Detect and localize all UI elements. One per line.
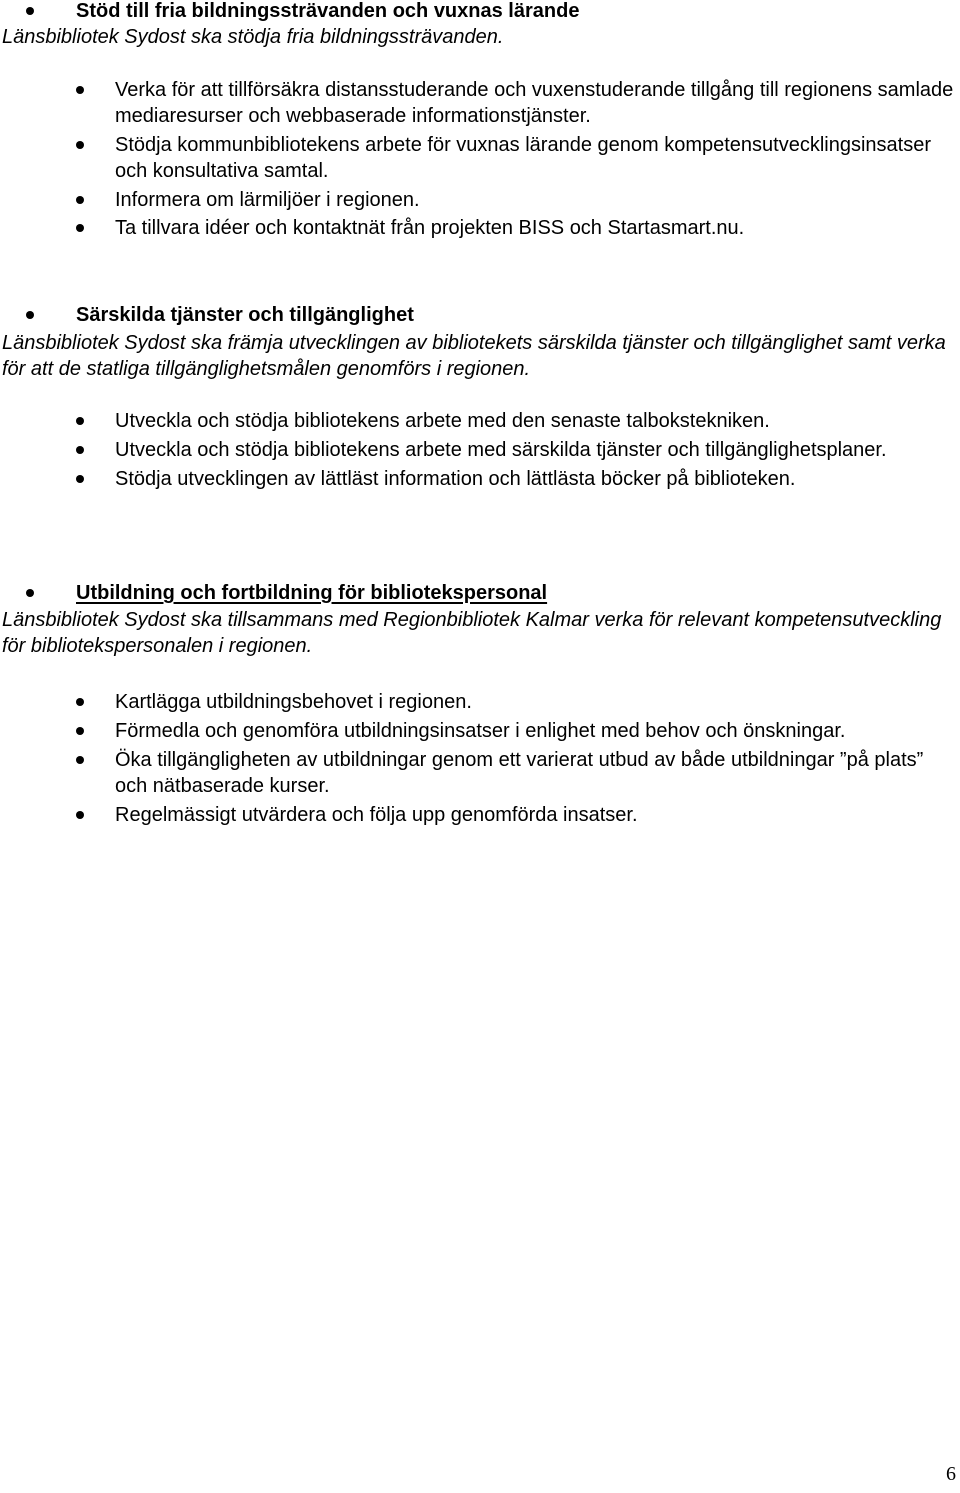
section-heading: [0, 302, 960, 328]
list-item-text: Förmedla och genomföra utbildningsinsatser i enlighet med behov och önskningar.: [115, 720, 846, 742]
list-item-text: Regelmässigt utvärdera och följa upp genomförda insatser.: [115, 804, 638, 826]
section-description: Länsbibliotek Sydost ska främja utvecklingen av bibliotekets särskilda tjänster och tillgänglighet samt verka för att de statliga tillgänglighetsmålen genomförs i regionen.: [2, 332, 946, 380]
bullet-list: [0, 689, 960, 828]
bullet-icon: [26, 589, 34, 597]
list-item: [0, 689, 955, 715]
bullet-icon: [76, 417, 84, 425]
bullet-icon: [76, 446, 84, 454]
page-number: 6: [946, 1463, 956, 1485]
list-item-text: Verka för att tillförsäkra distansstuderande och vuxenstuderande tillgång till regionens samlade mediaresurser och webbaserade informationstjänster.: [115, 79, 954, 127]
list-item-text: Ta tillvara idéer och kontaktnät från projekten BISS och Startasmart.nu.: [115, 217, 745, 239]
bullet-icon: [76, 86, 84, 94]
section-heading-text: Stöd till fria bildningssträvanden och vuxnas lärande: [76, 0, 580, 22]
list-item: [0, 215, 955, 241]
list-item: [0, 802, 955, 828]
section-description: Länsbibliotek Sydost ska tillsammans med Regionbibliotek Kalmar verka för relevant kompetensutveckling för bibliotekspersonalen i regionen.: [2, 609, 942, 657]
bullet-icon: [76, 141, 84, 149]
list-item-text: Kartlägga utbildningsbehovet i regionen.: [115, 691, 472, 713]
bullet-list: [0, 408, 960, 492]
list-item: [0, 408, 955, 434]
section-heading-text: Särskilda tjänster och tillgänglighet: [76, 304, 414, 326]
bullet-list: [0, 77, 960, 241]
list-item: [0, 77, 955, 129]
bullet-icon: [76, 756, 84, 764]
bullet-icon: [76, 727, 84, 735]
list-item-text: Utveckla och stödja bibliotekens arbete med särskilda tjänster och tillgänglighetsplaner.: [115, 439, 887, 461]
list-item: [0, 437, 955, 463]
section-heading: [0, 0, 960, 24]
bullet-icon: [26, 311, 34, 319]
bullet-icon: [26, 7, 34, 15]
section-description: Länsbibliotek Sydost ska stödja fria bildningssträvanden.: [2, 26, 504, 48]
section-utbildning: [0, 580, 960, 828]
list-item: [0, 747, 955, 799]
list-item-text: Stödja utvecklingen av lättläst information och lättlästa böcker på biblioteken.: [115, 468, 796, 490]
bullet-icon: [76, 698, 84, 706]
list-item-text: Öka tillgängligheten av utbildningar genom ett varierat utbud av både utbildningar ”på plats” och nätbaserade kurser.: [115, 749, 924, 797]
list-item-text: Utveckla och stödja bibliotekens arbete med den senaste talbokstekniken.: [115, 410, 770, 432]
bullet-icon: [76, 196, 84, 204]
bullet-icon: [76, 475, 84, 483]
section-heading: [0, 580, 960, 606]
list-item-text: Stödja kommunbibliotekens arbete för vuxnas lärande genom kompetensutvecklingsinsatser och konsultativa samtal.: [115, 134, 932, 182]
list-item: [0, 132, 955, 184]
section-heading-text: Utbildning och fortbildning för bibliotekspersonal: [76, 582, 548, 604]
list-item: [0, 466, 955, 492]
bullet-icon: [76, 224, 84, 232]
list-item: [0, 718, 955, 744]
list-item-text: Informera om lärmiljöer i regionen.: [115, 189, 420, 211]
list-item: [0, 187, 955, 213]
bullet-icon: [76, 811, 84, 819]
section-fria-bildningsstravanden: [0, 0, 960, 241]
section-sarskilda-tjanster: [0, 302, 960, 492]
